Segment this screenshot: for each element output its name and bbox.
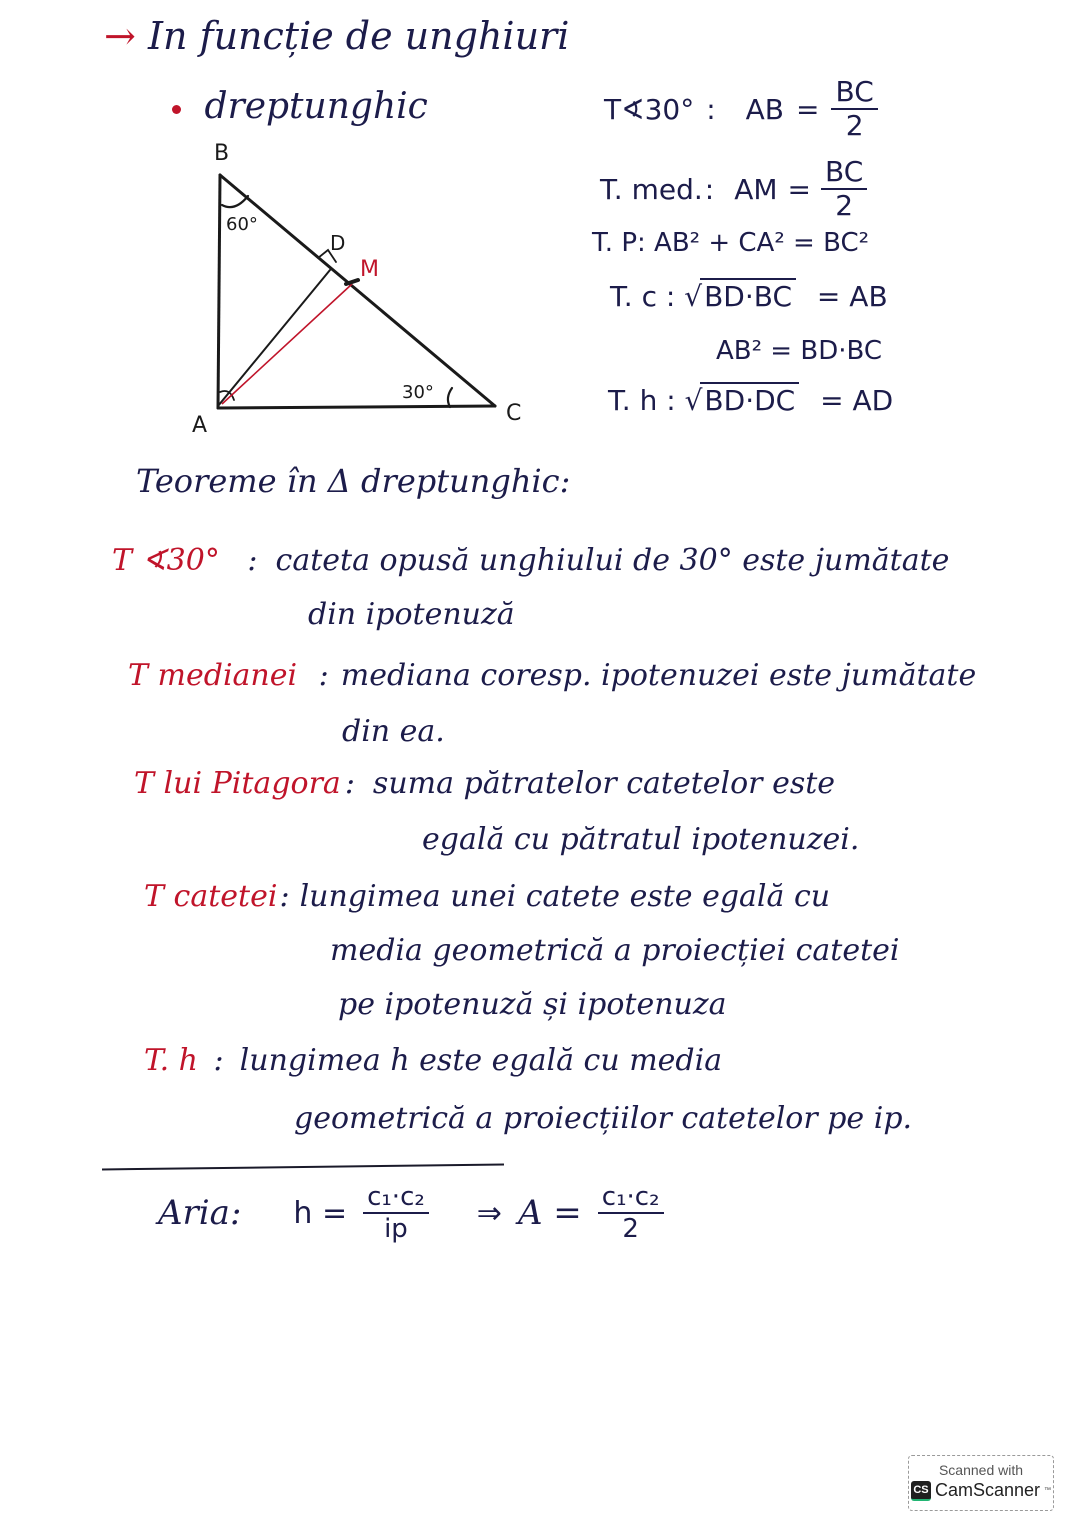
camscanner-watermark: Scanned with CS CamScanner ™ <box>908 1455 1054 1511</box>
formula-ab-squared: AB² = BD·BC <box>716 336 883 366</box>
section-divider <box>102 1164 504 1171</box>
bullet-dot-icon <box>172 105 181 114</box>
theorem-t30: T ∢30° : cateta opusă unghiului de 30° este jumătate din ipotenuză <box>112 543 950 632</box>
formula-t-c: T. c : √BD·BC = AB <box>610 280 888 313</box>
bullet-text: dreptunghic <box>204 86 428 127</box>
vertex-c-label: C <box>506 401 522 426</box>
formula-t-p: T. P: AB² + CA² = BC² <box>592 228 870 258</box>
right-triangle-diagram <box>180 130 560 440</box>
camscanner-logo-icon: CS <box>911 1481 931 1501</box>
theorems-title: Teoreme în Δ dreptunghic: <box>136 462 571 500</box>
formula-t-h: T. h : √BD·DC = AD <box>608 384 894 417</box>
theorem-pitagora: T lui Pitagora : suma pătratelor catetelor este egală cu pătratul ipotenuzei. <box>134 766 860 857</box>
bullet-item <box>172 86 428 127</box>
area-formula: Aria: h = $\frac{\text{c₁·c₂}}{ip}$ ⇒ A = $\frac{\text{c₁·c₂}}{2}$ <box>158 1184 664 1242</box>
theorem-medianei: T medianei : mediana coresp. ipotenuzei este jumătate din ea. <box>128 658 977 749</box>
vertex-a-label: A <box>192 413 208 438</box>
angle-b-label: 60° <box>226 214 258 235</box>
arrow-icon: → <box>104 14 136 58</box>
page-heading <box>104 14 569 58</box>
heading-text: In funcție de unghiuri <box>147 14 570 58</box>
vertex-d-label: D <box>330 231 346 255</box>
area-label: Aria: <box>158 1193 242 1233</box>
formula-t-med: T. med. : AM = $\frac{BC}{2}$ <box>600 158 867 220</box>
angle-c-label: 30° <box>402 382 434 403</box>
vertex-b-label: B <box>214 141 230 166</box>
theorem-catetei: T catetei: lungimea unei catete este egală cu media geometrică a proiecției catetei pe ipotenuză și ipotenuza <box>144 879 900 1022</box>
vertex-m-label: M <box>360 257 379 282</box>
formula-t30: T∢30° : AB = $\frac{BC}{2}$ <box>604 78 878 140</box>
theorem-inaltimii: T. h : lungimea h este egală cu media geometrică a proiecțiilor catetelor pe ip. <box>144 1043 913 1136</box>
